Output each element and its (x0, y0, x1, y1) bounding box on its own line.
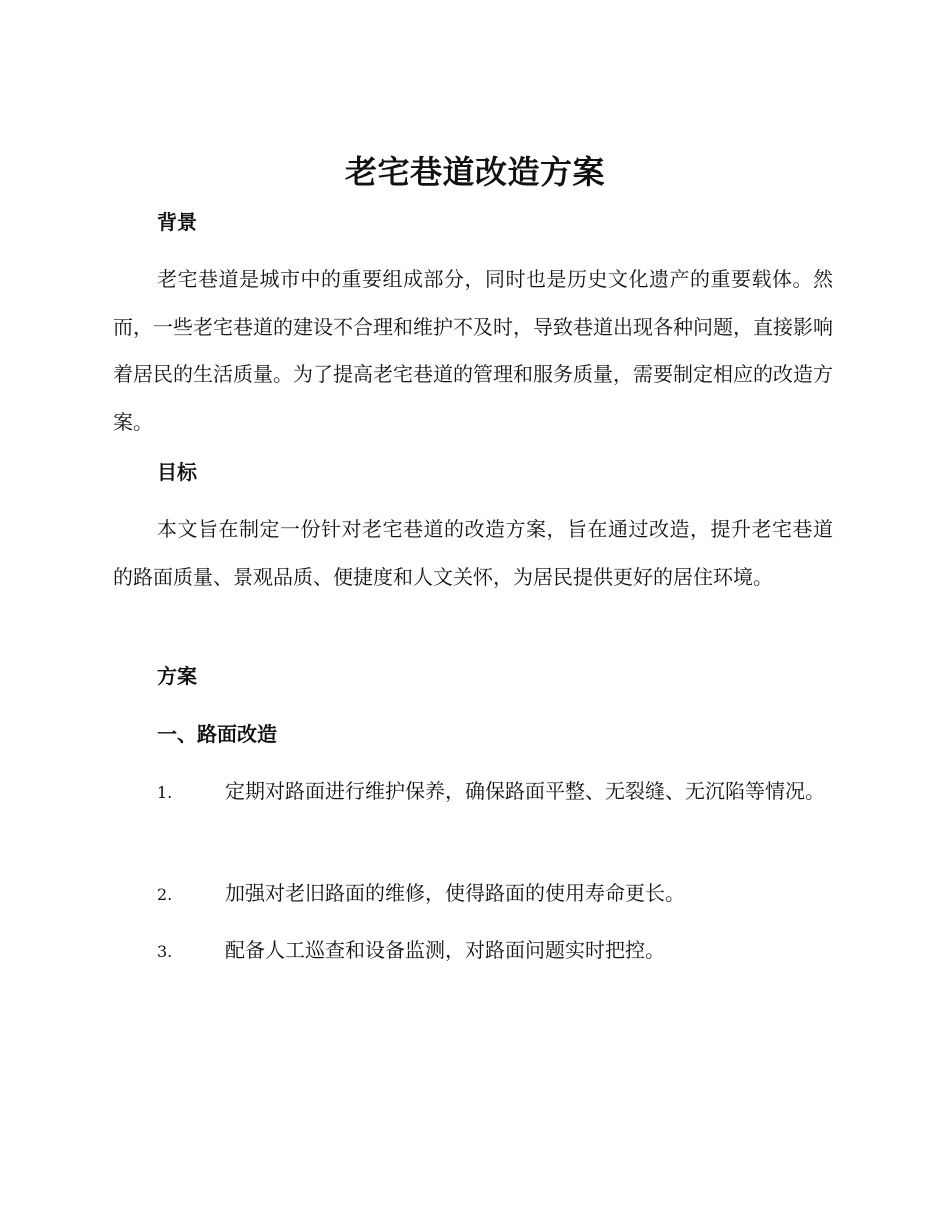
section-heading-goal: 目标 (157, 460, 197, 484)
section-heading-plan: 方案 (157, 664, 197, 688)
list-item-text: 配备人工巡查和设备监测，对路面问题实时把控。 (225, 938, 665, 962)
goal-paragraph: 本文旨在制定一份针对老宅巷道的改造方案，旨在通过改造，提升老宅巷道的路面质量、景观品质、便捷度和人文关怀，为居民提供更好的居住环境。 (113, 517, 833, 589)
list-item-text: 加强对老旧路面的维修，使得路面的使用寿命更长。 (225, 881, 685, 905)
background-paragraph: 老宅巷道是城市中的重要组成部分，同时也是历史文化遗产的重要载体。然而，一些老宅巷道的建设不合理和维护不及时，导致巷道出现各种问题，直接影响着居民的生活质量。为了提高老宅巷道的管理和服务质量，需要制定相应的改造方案。 (113, 267, 833, 434)
list-item-number: 3. (157, 942, 173, 961)
list-item-number: 2. (157, 885, 173, 904)
list-item-number: 1. (157, 783, 173, 802)
section-heading-background: 背景 (157, 210, 197, 234)
list-item-text: 定期对路面进行维护保养，确保路面平整、无裂缝、无沉陷等情况。 (225, 779, 825, 803)
list-item (113, 768, 833, 817)
list-item (113, 870, 833, 919)
list-item (113, 927, 833, 976)
document-title: 老宅巷道改造方案 (344, 153, 605, 191)
subsection-heading-road: 一、路面改造 (157, 722, 277, 746)
